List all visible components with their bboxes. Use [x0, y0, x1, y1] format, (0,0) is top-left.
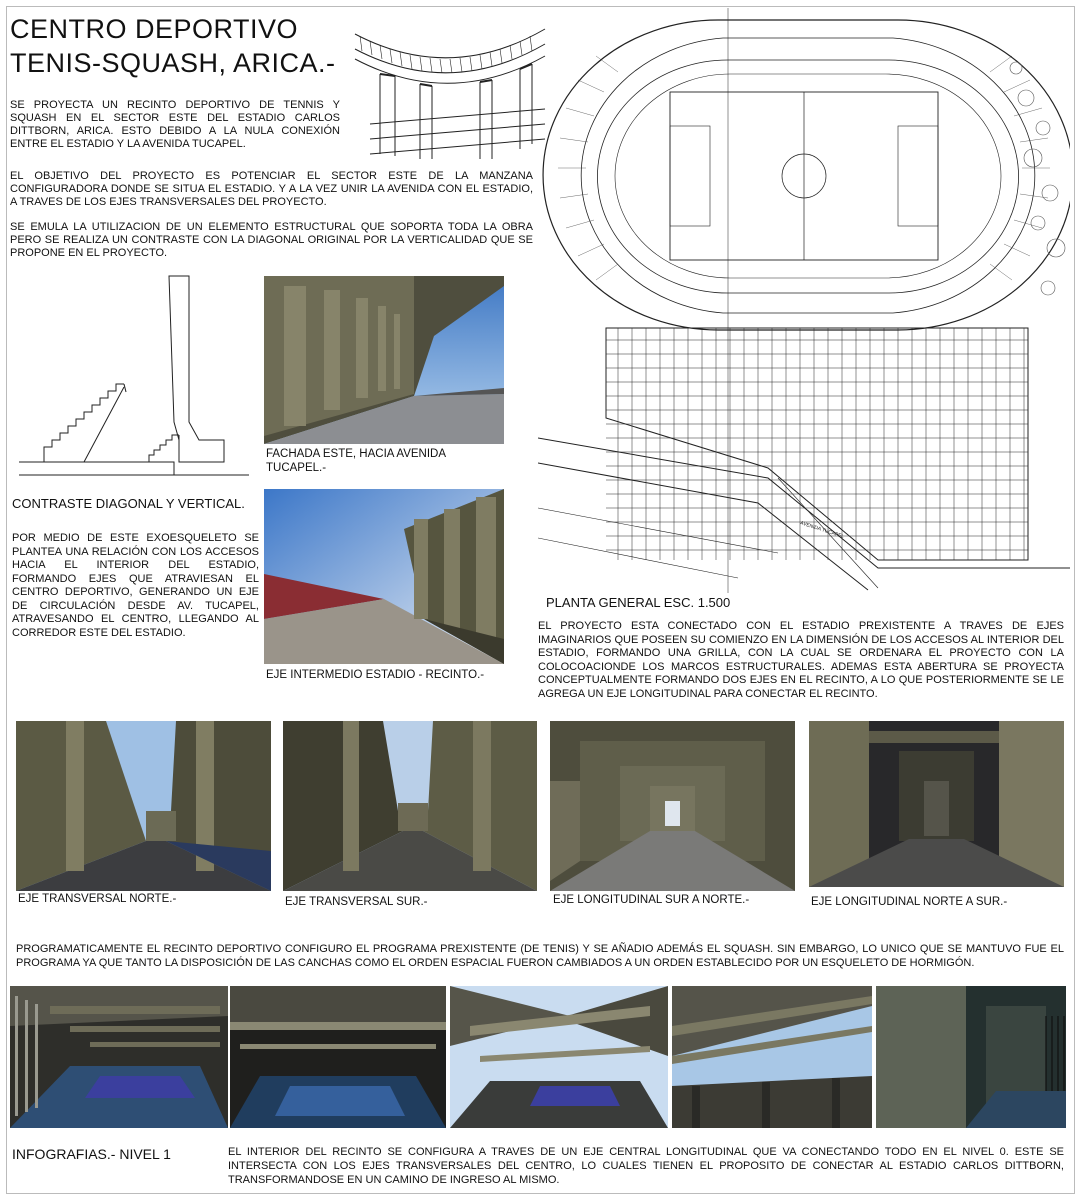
programa-description: PROGRAMATICAMENTE EL RECINTO DEPORTIVO CONFIGURO EL PROGRAMA PREXISTENTE (DE TENIS) Y SE AÑADIO ADEMÁS EL SQUASH. SIN EMBARGO, LO UNICO QUE SE MANTUVO FUE EL PROGRAMA YA QUE TANTO LA DISPOSICIÓN DE LAS CANCHAS COMO EL ORDEN ESPACIAL FUERON CAMBIADOS A UN ORDEN ESTABLECIDO POR UN ESQUELETO DE HORMIGÓN. [16, 943, 1064, 969]
render-eje-longitudinal-norte-sur [809, 721, 1064, 887]
infografia-3 [450, 986, 668, 1128]
caption-planta: PLANTA GENERAL ESC. 1.500 [546, 595, 731, 610]
caption-longitudinal-sur-norte: EJE LONGITUDINAL SUR A NORTE.- [553, 894, 750, 906]
planta-description: EL PROYECTO ESTA CONECTADO CON EL ESTADIO PREXISTENTE A TRAVES DE EJES IMAGINARIOS QUE POSEEN SU COMIENZO EN LA DIMENSIÓN DE LOS ACCESOS AL INTERIOR DEL ESTADIO, FORMANDO UNA GRILLA, CON LA CUAL SE ORDENARA EL PROYECTO CON LA COLOCOACIONDE LOS MARCOS ESTRUCTURALES. ADEMAS ESTA ABERTURA SE PROYECTA CONCEPTUALMENTE FORMANDO DOS EJES EN EL RECINTO, A LO QUE POSTERIORMENTE SE LE AGREGA UN EJE LONGITUDINAL PARA CONECTAR EL RECINTO. [538, 620, 1064, 700]
stadium-stand-sketch [350, 14, 550, 164]
caption-longitudinal-norte-sur: EJE LONGITUDINAL NORTE A SUR.- [811, 896, 1008, 908]
infografia-5 [876, 986, 1066, 1128]
caption-fachada: FACHADA ESTE, HACIA AVENIDA TUCAPEL.- [266, 448, 446, 474]
infografias-heading: INFOGRAFIAS.- NIVEL 1 [12, 1146, 171, 1162]
fachada-este-render [264, 276, 504, 444]
caption-eje-intermedio: EJE INTERMEDIO ESTADIO - RECINTO.- [266, 669, 485, 681]
contraste-body: POR MEDIO DE ESTE EXOESQUELETO SE PLANTEA UNA RELACIÓN CON LOS ACCESOS HACIA EL INTERIOR DEL ESTADIO, FORMANDO EJES QUE ATRAVIESAN EL CENTRO DEPORTIVO, GENERANDO UN EJE DE CIRCULACIÓN DESDE AV. TUCAPEL, ATRAVESANDO EL CENTRO, LLEGANDO AL CORREDOR ESTE DEL ESTADIO. [12, 532, 259, 639]
eje-intermedio-render [264, 489, 504, 664]
contraste-heading: CONTRASTE DIAGONAL Y VERTICAL. [12, 496, 245, 511]
infografia-4 [672, 986, 872, 1128]
render-eje-transversal-sur [283, 721, 537, 891]
caption-transversal-norte: EJE TRANSVERSAL NORTE.- [18, 893, 177, 905]
page-title [10, 12, 340, 80]
caption-transversal-sur: EJE TRANSVERSAL SUR.- [285, 896, 428, 908]
title-line-2: TENIS-SQUASH, ARICA.- [10, 48, 336, 78]
intro-paragraph-3: SE EMULA LA UTILIZACION DE UN ELEMENTO ESTRUCTURAL QUE SOPORTA TODA LA OBRA PERO SE REALIZA UN CONTRASTE CON LA DIAGONAL ORIGINAL POR LA VERTICALIDAD QUE SE PROPONE EN EL PROYECTO. [10, 221, 533, 259]
planta-general-plan [538, 8, 1070, 593]
render-eje-transversal-norte [16, 721, 271, 891]
plan-street-label: AVENIDA TUCAPEL [799, 520, 845, 541]
title-line-1: CENTRO DEPORTIVO [10, 14, 299, 44]
section-contrast-drawing [14, 272, 254, 482]
infografia-1 [10, 986, 228, 1128]
infografias-body: EL INTERIOR DEL RECINTO SE CONFIGURA A TRAVES DE UN EJE CENTRAL LONGITUDINAL QUE VA CONECTANDO TODO EN EL NIVEL 0. ESTE SE INTERSECTA CON LOS EJES TRANSVERSALES DEL CENTRO, LO CUALES TIENEN EL PROPOSITO DE CONECTAR AL ESTADIO CARLOS DITTBORN, TRANSFORMANDOSE EN UN CAMINO DE INGRESO AL MISMO. [228, 1146, 1064, 1186]
render-eje-longitudinal-sur-norte [550, 721, 795, 891]
intro-paragraph-2: EL OBJETIVO DEL PROYECTO ES POTENCIAR EL SECTOR ESTE DE LA MANZANA CONFIGURADORA DONDE SE SITUA EL ESTADIO. Y A LA VEZ UNIR LA AVENIDA CON EL ESTADIO, A TRAVES DE LOS EJES TRANSVERSALES DEL PROYECTO. [10, 170, 533, 208]
intro-paragraph-1: SE PROYECTA UN RECINTO DEPORTIVO DE TENNIS Y SQUASH EN EL SECTOR ESTE DEL ESTADIO CARLOS DITTBORN, ARICA. ESTO DEBIDO A LA NULA CONEXIÓN ENTRE EL ESTADIO Y LA AVENIDA TUCAPEL. [10, 99, 340, 150]
infografia-2 [230, 986, 446, 1128]
